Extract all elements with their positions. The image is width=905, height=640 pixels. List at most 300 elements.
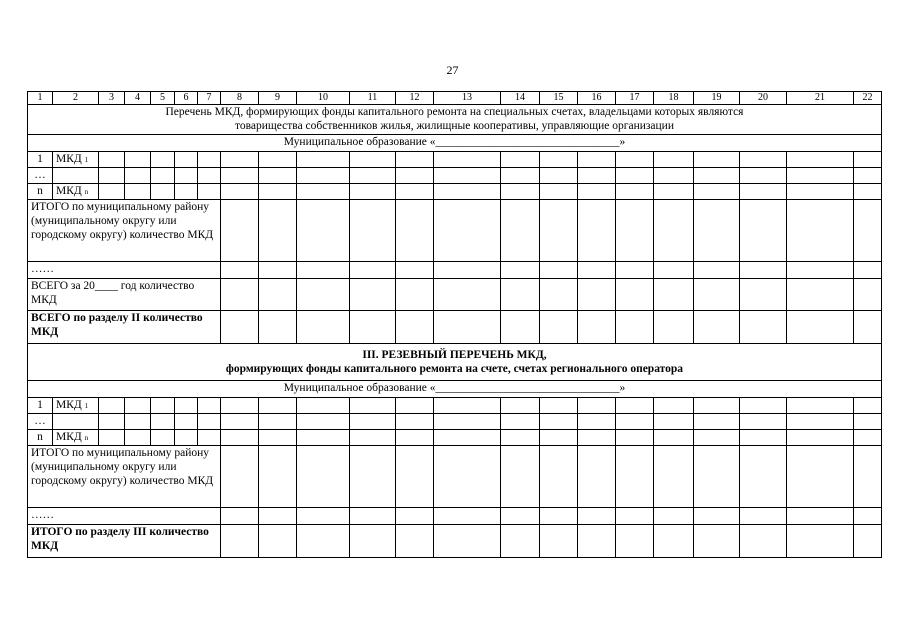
empty-cell xyxy=(221,262,259,279)
mkd-subscript: n xyxy=(84,188,89,196)
empty-cell xyxy=(540,262,578,279)
empty-cell xyxy=(501,279,540,311)
empty-cell xyxy=(396,184,434,200)
empty-cell xyxy=(259,430,297,446)
empty-cell xyxy=(151,398,175,414)
empty-cell xyxy=(125,152,151,168)
empty-cell xyxy=(854,184,882,200)
empty-cell xyxy=(221,279,259,311)
data-row xyxy=(28,152,882,168)
empty-cell xyxy=(787,262,854,279)
empty-cell xyxy=(175,430,198,446)
data-row xyxy=(28,414,882,430)
empty-cell xyxy=(198,184,221,200)
empty-cell xyxy=(854,414,882,430)
column-number: 13 xyxy=(434,92,501,105)
empty-cell xyxy=(654,446,694,508)
row-number: … xyxy=(28,414,53,430)
empty-cell xyxy=(578,152,616,168)
row-label xyxy=(53,398,99,414)
total-district-row xyxy=(28,446,882,508)
empty-cell xyxy=(854,446,882,508)
empty-cell xyxy=(396,398,434,414)
empty-cell xyxy=(616,508,654,525)
empty-cell xyxy=(259,184,297,200)
empty-cell xyxy=(434,311,501,344)
empty-cell xyxy=(501,446,540,508)
page-number: 27 xyxy=(446,63,459,77)
dots-row xyxy=(28,508,882,525)
empty-cell xyxy=(350,262,396,279)
empty-cell xyxy=(654,168,694,184)
empty-cell xyxy=(694,184,740,200)
empty-cell xyxy=(434,525,501,558)
empty-cell xyxy=(396,430,434,446)
empty-cell xyxy=(578,200,616,262)
empty-cell xyxy=(350,446,396,508)
empty-cell xyxy=(787,430,854,446)
empty-cell xyxy=(578,279,616,311)
total-section-row xyxy=(28,311,882,344)
empty-cell xyxy=(99,398,125,414)
empty-cell xyxy=(125,184,151,200)
empty-cell xyxy=(396,508,434,525)
column-number: 7 xyxy=(198,92,221,105)
empty-cell xyxy=(198,414,221,430)
empty-cell xyxy=(616,262,654,279)
empty-cell xyxy=(578,414,616,430)
mkd-subscript: 1 xyxy=(84,402,89,410)
empty-cell xyxy=(578,446,616,508)
empty-cell xyxy=(99,430,125,446)
empty-cell xyxy=(540,184,578,200)
empty-cell xyxy=(396,262,434,279)
empty-cell xyxy=(350,398,396,414)
empty-cell xyxy=(654,262,694,279)
empty-cell xyxy=(434,152,501,168)
total-section-label: ВСЕГО по разделу II количество МКД xyxy=(28,311,221,344)
empty-cell xyxy=(434,262,501,279)
empty-cell xyxy=(350,279,396,311)
empty-cell xyxy=(740,262,787,279)
empty-cell xyxy=(259,168,297,184)
empty-cell xyxy=(175,184,198,200)
empty-cell xyxy=(740,430,787,446)
empty-cell xyxy=(259,152,297,168)
empty-cell xyxy=(396,414,434,430)
column-number: 14 xyxy=(501,92,540,105)
empty-cell xyxy=(297,398,350,414)
empty-cell xyxy=(221,414,259,430)
empty-cell xyxy=(694,446,740,508)
column-number: 11 xyxy=(350,92,396,105)
empty-cell xyxy=(434,398,501,414)
empty-cell xyxy=(297,184,350,200)
empty-cell xyxy=(221,311,259,344)
empty-cell xyxy=(198,398,221,414)
empty-cell xyxy=(578,525,616,558)
empty-cell xyxy=(221,184,259,200)
empty-cell xyxy=(540,279,578,311)
column-number: 3 xyxy=(99,92,125,105)
title-line: Перечень МКД, формирующих фонды капитального ремонта на специальных счетах, владельцами которых являются xyxy=(165,106,744,118)
empty-cell xyxy=(787,184,854,200)
empty-cell xyxy=(578,311,616,344)
total-year-label: ВСЕГО за 20____ год количество МКД xyxy=(28,279,221,311)
title-line: III. РЕЗЕВНЫЙ ПЕРЕЧЕНЬ МКД, xyxy=(362,349,547,361)
total-district-label: ИТОГО по муниципальному району (муниципальному округу или городскому округу) количество МКД xyxy=(28,200,221,262)
section3-municipality-row xyxy=(28,381,882,398)
total-district-label: ИТОГО по муниципальному району (муниципальному округу или городскому округу) количество МКД xyxy=(28,446,221,508)
empty-cell xyxy=(654,430,694,446)
empty-cell xyxy=(694,430,740,446)
empty-cell xyxy=(854,279,882,311)
empty-cell xyxy=(501,525,540,558)
column-number: 18 xyxy=(654,92,694,105)
empty-cell xyxy=(616,279,654,311)
empty-cell xyxy=(854,508,882,525)
empty-cell xyxy=(694,200,740,262)
empty-cell xyxy=(654,200,694,262)
empty-cell xyxy=(175,414,198,430)
empty-cell xyxy=(350,508,396,525)
row-label xyxy=(53,184,99,200)
empty-cell xyxy=(297,414,350,430)
empty-cell xyxy=(694,398,740,414)
empty-cell xyxy=(740,200,787,262)
empty-cell xyxy=(297,508,350,525)
section2-title xyxy=(28,105,882,135)
dots-label: …… xyxy=(28,508,221,525)
column-number: 22 xyxy=(854,92,882,105)
empty-cell xyxy=(787,168,854,184)
empty-cell xyxy=(578,262,616,279)
mkd-label: МКД xyxy=(56,399,82,411)
row-number: … xyxy=(28,168,53,184)
empty-cell xyxy=(578,508,616,525)
column-number: 16 xyxy=(578,92,616,105)
empty-cell xyxy=(616,200,654,262)
empty-cell xyxy=(501,430,540,446)
empty-cell xyxy=(350,430,396,446)
dots-row xyxy=(28,262,882,279)
empty-cell xyxy=(396,200,434,262)
empty-cell xyxy=(694,279,740,311)
empty-cell xyxy=(125,414,151,430)
data-row xyxy=(28,184,882,200)
empty-cell xyxy=(740,279,787,311)
empty-cell xyxy=(787,508,854,525)
total-section-row xyxy=(28,525,882,558)
empty-cell xyxy=(740,152,787,168)
empty-cell xyxy=(501,168,540,184)
row-number: n xyxy=(28,430,53,446)
empty-cell xyxy=(694,262,740,279)
row-number: 1 xyxy=(28,398,53,414)
empty-cell xyxy=(694,414,740,430)
empty-cell xyxy=(221,525,259,558)
empty-cell xyxy=(151,414,175,430)
empty-cell xyxy=(540,525,578,558)
empty-cell xyxy=(787,311,854,344)
empty-cell xyxy=(854,430,882,446)
empty-cell xyxy=(297,430,350,446)
dots-label: …… xyxy=(28,262,221,279)
empty-cell xyxy=(175,168,198,184)
empty-cell xyxy=(198,168,221,184)
empty-cell xyxy=(297,200,350,262)
empty-cell xyxy=(434,414,501,430)
section3-title-row xyxy=(28,344,882,381)
empty-cell xyxy=(501,200,540,262)
empty-cell xyxy=(740,525,787,558)
empty-cell xyxy=(396,152,434,168)
empty-cell xyxy=(540,430,578,446)
empty-cell xyxy=(787,525,854,558)
empty-cell xyxy=(221,430,259,446)
data-row xyxy=(28,168,882,184)
empty-cell xyxy=(259,279,297,311)
row-number: n xyxy=(28,184,53,200)
empty-cell xyxy=(740,311,787,344)
empty-cell xyxy=(99,414,125,430)
empty-cell xyxy=(787,446,854,508)
empty-cell xyxy=(221,200,259,262)
data-row xyxy=(28,430,882,446)
empty-cell xyxy=(350,184,396,200)
total-district-row xyxy=(28,200,882,262)
column-number: 6 xyxy=(175,92,198,105)
row-label xyxy=(53,168,99,184)
empty-cell xyxy=(540,398,578,414)
empty-cell xyxy=(151,430,175,446)
column-number: 15 xyxy=(540,92,578,105)
column-number: 10 xyxy=(297,92,350,105)
column-number: 19 xyxy=(694,92,740,105)
empty-cell xyxy=(396,446,434,508)
empty-cell xyxy=(616,184,654,200)
empty-cell xyxy=(654,414,694,430)
empty-cell xyxy=(854,398,882,414)
empty-cell xyxy=(396,168,434,184)
empty-cell xyxy=(787,152,854,168)
empty-cell xyxy=(578,168,616,184)
empty-cell xyxy=(578,184,616,200)
empty-cell xyxy=(616,430,654,446)
empty-cell xyxy=(616,414,654,430)
empty-cell xyxy=(616,398,654,414)
empty-cell xyxy=(654,184,694,200)
empty-cell xyxy=(297,168,350,184)
mkd-label: МКД xyxy=(56,185,82,197)
row-label xyxy=(53,414,99,430)
empty-cell xyxy=(540,152,578,168)
empty-cell xyxy=(740,168,787,184)
empty-cell xyxy=(259,398,297,414)
empty-cell xyxy=(540,508,578,525)
column-number: 20 xyxy=(740,92,787,105)
empty-cell xyxy=(787,200,854,262)
empty-cell xyxy=(740,508,787,525)
empty-cell xyxy=(434,446,501,508)
row-number: 1 xyxy=(28,152,53,168)
empty-cell xyxy=(434,200,501,262)
column-number: 17 xyxy=(616,92,654,105)
empty-cell xyxy=(540,200,578,262)
empty-cell xyxy=(501,508,540,525)
empty-cell xyxy=(854,200,882,262)
empty-cell xyxy=(297,446,350,508)
empty-cell xyxy=(578,430,616,446)
empty-cell xyxy=(198,430,221,446)
empty-cell xyxy=(616,152,654,168)
empty-cell xyxy=(694,508,740,525)
empty-cell xyxy=(787,414,854,430)
title-line: формирующих фонды капитального ремонта на счете, счетах регионального оператора xyxy=(225,363,684,375)
empty-cell xyxy=(198,152,221,168)
empty-cell xyxy=(175,398,198,414)
empty-cell xyxy=(297,525,350,558)
empty-cell xyxy=(501,262,540,279)
empty-cell xyxy=(434,279,501,311)
empty-cell xyxy=(350,168,396,184)
empty-cell xyxy=(654,525,694,558)
empty-cell xyxy=(350,152,396,168)
empty-cell xyxy=(297,152,350,168)
municipality-label: Муниципальное образование «________________________________» xyxy=(28,135,882,152)
empty-cell xyxy=(740,398,787,414)
empty-cell xyxy=(259,525,297,558)
section3-title xyxy=(28,344,882,381)
empty-cell xyxy=(125,398,151,414)
empty-cell xyxy=(175,152,198,168)
section2-municipality-row xyxy=(28,135,882,152)
empty-cell xyxy=(434,430,501,446)
empty-cell xyxy=(740,184,787,200)
empty-cell xyxy=(396,279,434,311)
empty-cell xyxy=(501,184,540,200)
empty-cell xyxy=(259,311,297,344)
column-number: 8 xyxy=(221,92,259,105)
total-section-label: ИТОГО по разделу III количество МКД xyxy=(28,525,221,558)
empty-cell xyxy=(297,279,350,311)
column-number-row xyxy=(28,92,882,105)
empty-cell xyxy=(151,152,175,168)
empty-cell xyxy=(740,414,787,430)
empty-cell xyxy=(434,168,501,184)
empty-cell xyxy=(654,279,694,311)
empty-cell xyxy=(350,525,396,558)
empty-cell xyxy=(854,168,882,184)
empty-cell xyxy=(540,168,578,184)
mkd-label: МКД xyxy=(56,431,82,443)
mkd-label: МКД xyxy=(56,153,82,165)
data-row xyxy=(28,398,882,414)
empty-cell xyxy=(854,311,882,344)
empty-cell xyxy=(350,311,396,344)
empty-cell xyxy=(396,525,434,558)
empty-cell xyxy=(654,152,694,168)
empty-cell xyxy=(151,184,175,200)
empty-cell xyxy=(99,152,125,168)
empty-cell xyxy=(654,508,694,525)
mkd-subscript: 1 xyxy=(84,156,89,164)
empty-cell xyxy=(221,508,259,525)
empty-cell xyxy=(259,446,297,508)
mkd-subscript: n xyxy=(84,434,89,442)
empty-cell xyxy=(501,414,540,430)
row-label xyxy=(53,152,99,168)
empty-cell xyxy=(259,200,297,262)
empty-cell xyxy=(854,262,882,279)
column-number: 12 xyxy=(396,92,434,105)
total-year-row xyxy=(28,279,882,311)
empty-cell xyxy=(694,311,740,344)
empty-cell xyxy=(540,311,578,344)
empty-cell xyxy=(854,152,882,168)
empty-cell xyxy=(540,446,578,508)
empty-cell xyxy=(297,311,350,344)
municipality-label: Муниципальное образование «________________________________» xyxy=(28,381,882,398)
empty-cell xyxy=(501,398,540,414)
empty-cell xyxy=(297,262,350,279)
empty-cell xyxy=(99,184,125,200)
column-number: 4 xyxy=(125,92,151,105)
empty-cell xyxy=(854,525,882,558)
empty-cell xyxy=(787,279,854,311)
mkd-register-table xyxy=(27,91,882,558)
empty-cell xyxy=(125,168,151,184)
empty-cell xyxy=(125,430,151,446)
column-number: 2 xyxy=(53,92,99,105)
empty-cell xyxy=(259,262,297,279)
empty-cell xyxy=(259,508,297,525)
column-number: 9 xyxy=(259,92,297,105)
empty-cell xyxy=(501,152,540,168)
column-number: 21 xyxy=(787,92,854,105)
empty-cell xyxy=(221,168,259,184)
empty-cell xyxy=(616,446,654,508)
empty-cell xyxy=(740,446,787,508)
empty-cell xyxy=(396,311,434,344)
empty-cell xyxy=(350,414,396,430)
empty-cell xyxy=(616,311,654,344)
row-label xyxy=(53,430,99,446)
empty-cell xyxy=(99,168,125,184)
empty-cell xyxy=(654,398,694,414)
empty-cell xyxy=(694,525,740,558)
empty-cell xyxy=(221,398,259,414)
empty-cell xyxy=(221,152,259,168)
empty-cell xyxy=(350,200,396,262)
empty-cell xyxy=(434,508,501,525)
empty-cell xyxy=(259,414,297,430)
empty-cell xyxy=(578,398,616,414)
empty-cell xyxy=(694,168,740,184)
empty-cell xyxy=(221,446,259,508)
column-number: 1 xyxy=(28,92,53,105)
empty-cell xyxy=(616,525,654,558)
empty-cell xyxy=(151,168,175,184)
empty-cell xyxy=(540,414,578,430)
title-line: товарищества собственников жилья, жилищные кооперативы, управляющие организации xyxy=(235,120,674,132)
empty-cell xyxy=(787,398,854,414)
empty-cell xyxy=(501,311,540,344)
empty-cell xyxy=(694,152,740,168)
empty-cell xyxy=(616,168,654,184)
column-number: 5 xyxy=(151,92,175,105)
empty-cell xyxy=(654,311,694,344)
